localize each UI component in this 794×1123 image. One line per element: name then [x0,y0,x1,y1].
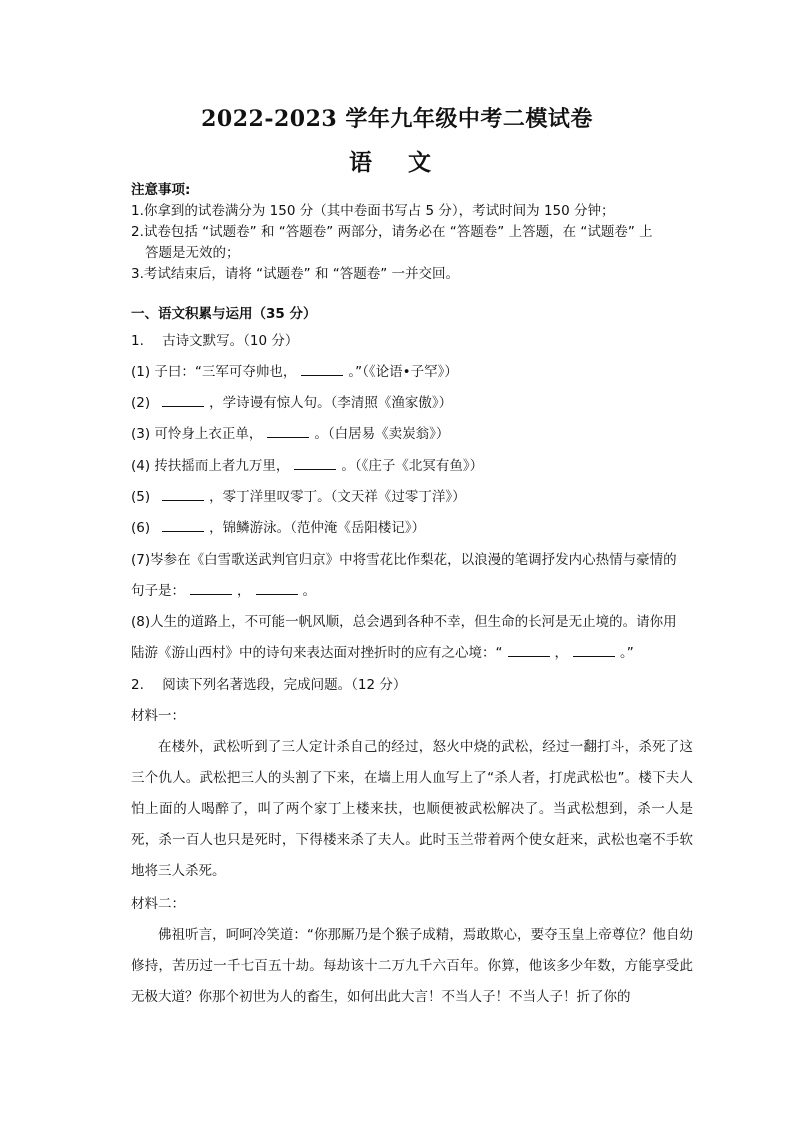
answer-blank[interactable] [294,457,336,470]
q1-line-7-cont [131,582,316,600]
answer-blank[interactable] [573,644,615,657]
q1-line-7-end: 。 [302,583,316,599]
exam-title: 2022-2023 学年九年级中考二模试卷 [201,106,593,132]
q1-line-3-tail: 。（白居易《卖炭翁》） [314,426,450,442]
answer-blank[interactable] [267,425,309,438]
answer-blank[interactable] [301,363,343,376]
q1-line-1-tail: 。”（《论语•子罕》） [348,364,458,380]
q1-line-1-text: (1) 子曰：“三军可夺帅也， [131,364,297,380]
q1-line-5 [131,488,466,506]
q1-line-5-text: (5) [131,489,151,505]
answer-blank[interactable] [256,582,298,595]
q1-line-8-end: 。” [620,645,634,661]
q1-line-6-tail: ，锦鳞游泳。（范仲淹《岳阳楼记》） [209,520,426,536]
q1-line-8: (8)人生的道路上，不可能一帆风顺，总会遇到各种不幸，但生命的长河是无止境的。请你用 [131,614,677,630]
q1-line-7-sep: ， [237,583,251,599]
answer-blank[interactable] [190,582,232,595]
section-1-heading: 一、语文积累与运用（35 分） [131,306,317,322]
q1-line-5-tail: ，零丁洋里叹零丁。（文天祥《过零丁洋》） [209,489,466,505]
notice-heading: 注意事项: [131,182,191,198]
question-1-stem [131,332,298,350]
q1-line-3 [131,425,449,443]
material-2-text: 佛祖听言，呵呵冷笑道：“你那厮乃是个猴子成精，焉敢欺心，要夺玉皇上帝尊位？他自幼修持，苦历过一千七百五十劫。每劫该十二万九千六百年。你算，他该多少年数，方能享受此无极大道？你那个初世为人的畜生，如何出此大言！不当人子！不当人子！折了你的 [131,927,693,1005]
q1-line-2-text: (2) [131,395,151,411]
q1-line-6 [131,519,425,537]
q1-line-2-tail: ，学诗谩有惊人句。（李清照《渔家傲》） [209,395,453,411]
answer-blank[interactable] [162,519,204,532]
question-2-stem [131,676,406,694]
answer-blank[interactable] [162,394,204,407]
notice-item-2: 2.试卷包括 “试题卷” 和 “答题卷” 两部分，请务必在 “答题卷” 上答题，在 “试题卷” 上 [131,224,653,240]
question-1-text: 古诗文默写。（10 分） [162,333,299,349]
q1-line-8-prefix: 陆游《游山西村》中的诗句来表达面对挫折时的应有之心境：“ [131,645,503,661]
q1-line-1 [131,363,458,381]
answer-blank[interactable] [508,644,550,657]
answer-blank[interactable] [162,488,204,501]
material-2-label: 材料二： [131,896,185,912]
q1-line-4-text: (4) 抟扶摇而上者九万里， [131,458,290,474]
notice-item-3: 3.考试结束后，请将 “试题卷” 和 “答题卷” 一并交回。 [131,266,460,282]
q1-line-8-cont [131,644,634,662]
q1-line-4 [131,457,483,475]
material-1-label: 材料一： [131,708,185,724]
q1-line-7: (7)岑参在《白雪歌送武判官归京》中将雪花比作梨花，以浪漫的笔调抒发内心热情与豪情的 [131,552,677,568]
q1-line-2 [131,394,452,412]
question-2-number: 2. [131,677,144,693]
notice-item-1: 1.你拿到的试卷满分为 150 分（其中卷面书写占 5 分），考试时间为 150 分钟； [131,203,615,219]
question-1-number: 1. [131,333,144,349]
exam-subject: 语 文 [348,149,445,176]
q1-line-4-tail: 。（《庄子《北冥有鱼》） [341,458,484,474]
q1-line-6-text: (6) [131,520,151,536]
q1-line-7-prefix: 句子是： [131,583,185,599]
question-2-text: 阅读下列名著选段，完成问题。（12 分） [162,677,407,693]
q1-line-8-sep: ， [554,645,568,661]
q1-line-3-text: (3) 可怜身上衣正单， [131,426,263,442]
notice-item-2-cont: 答题是无效的； [145,245,240,261]
material-1-text: 在楼外，武松听到了三人定计杀自己的经过，怒火中烧的武松，经过一翻打斗，杀死了这三个仇人。武松把三人的头割了下来，在墙上用人血写上了“杀人者，打虎武松也”。楼下夫人怕上面的人喝醉了，叫了两个家丁上楼来扶，也顺便被武松解决了。当武松想到，杀一人是死，杀一百人也只是死时，下得楼来杀了夫人。此时玉兰带着两个使女赶来，武松也毫不手软地将三人杀死。 [131,739,693,879]
